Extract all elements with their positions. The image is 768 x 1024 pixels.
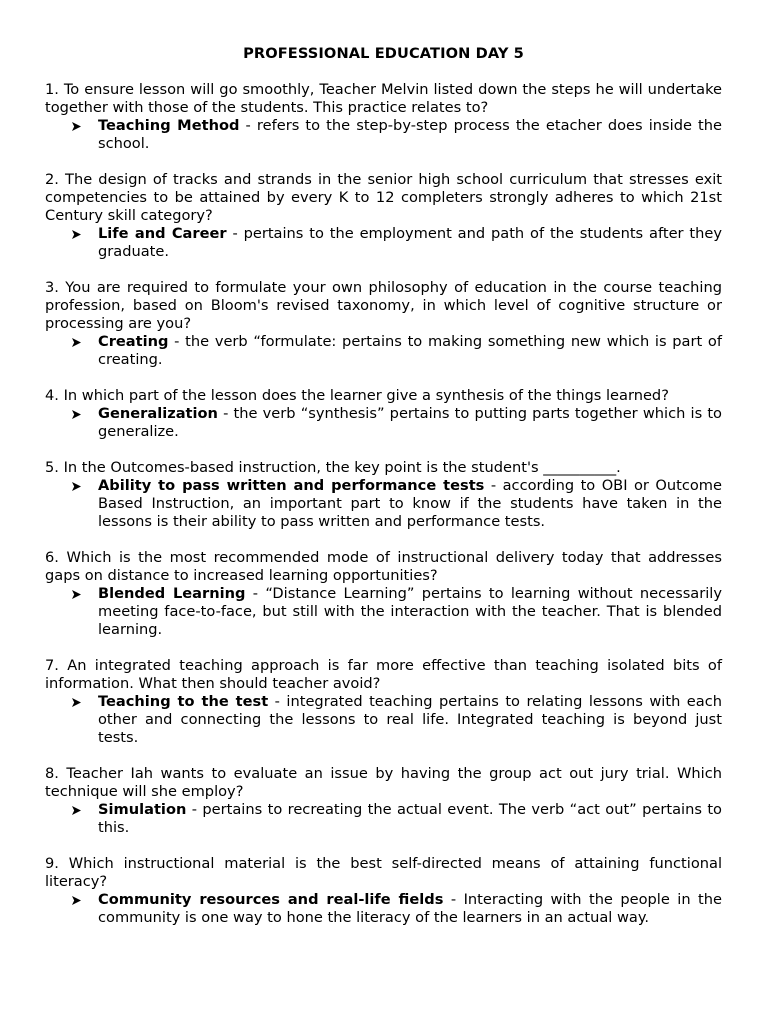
answer-term: Blended Learning (98, 585, 246, 602)
answer-explanation: - pertains to recreating the actual event. The verb “act out” pertains to this. (98, 801, 722, 836)
answer-explanation: - according to OBI or Outcome Based Instruction, an important part to know if the students have taken in the lessons is their ability to pass written and performance tests. (98, 477, 722, 530)
answer-term: Ability to pass written and performance tests (98, 477, 485, 494)
answer-text (45, 891, 722, 927)
answer-term: Teaching to the test (98, 693, 269, 710)
answer-term: Simulation (98, 801, 187, 818)
question-text: 6. Which is the most recommended mode of instructional delivery today that addresses gaps on distance to increased learning opportunities? (45, 549, 722, 584)
answer-explanation: - “Distance Learning” pertains to learning without necessarily meeting face-to-face, but still with the interaction with the teacher. That is blended learning. (98, 585, 722, 638)
question-text: 4. In which part of the lesson does the learner give a synthesis of the things learned? (45, 387, 669, 404)
answer-explanation: - the verb “formulate: pertains to making something new which is part of creating. (98, 333, 722, 368)
document-title: PROFESSIONAL EDUCATION DAY 5 (243, 45, 524, 62)
answer-text (45, 477, 722, 531)
answer-text (45, 801, 722, 837)
question-text: 1. To ensure lesson will go smoothly, Teacher Melvin listed down the steps he will undertake together with those of the students. This practice relates to? (45, 81, 722, 116)
question-item-9 (45, 855, 722, 927)
question-item-2 (45, 171, 722, 261)
arrowhead-bullet-icon (72, 225, 86, 243)
arrowhead-bullet-icon (72, 585, 86, 603)
answer-text (45, 225, 722, 261)
arrowhead-bullet-icon (72, 693, 86, 711)
answer-text (45, 585, 722, 639)
question-item-7 (45, 657, 722, 747)
answer-text (45, 405, 722, 441)
question-item-4 (45, 387, 722, 441)
answer-explanation: - the verb “synthesis” pertains to putting parts together which is to generalize. (98, 405, 722, 440)
answer-term: Life and Career (98, 225, 227, 242)
answer-text (45, 333, 722, 369)
question-item-5 (45, 459, 722, 531)
answer-explanation: - refers to the step-by-step process the etacher does inside the school. (98, 117, 723, 152)
answer-term: Teaching Method (98, 117, 240, 134)
answer-term: Creating (98, 333, 169, 350)
arrowhead-bullet-icon (72, 405, 86, 423)
answer-explanation: - pertains to the employment and path of the students after they graduate. (98, 225, 722, 260)
answer-explanation: - integrated teaching pertains to relating lessons with each other and connecting the lessons to real life. Integrated teaching is beyond just tests. (98, 693, 723, 746)
arrowhead-bullet-icon (72, 477, 86, 495)
arrowhead-bullet-icon (72, 891, 86, 909)
question-item-3 (45, 279, 722, 369)
question-item-8 (45, 765, 722, 837)
arrowhead-bullet-icon (72, 117, 86, 135)
question-text: 8. Teacher Iah wants to evaluate an issue by having the group act out jury trial. Which technique will she employ? (45, 765, 722, 800)
question-text: 2. The design of tracks and strands in the senior high school curriculum that stresses exit competencies to be attained by every K to 12 completers strongly adheres to which 21st Century skill category? (45, 171, 722, 224)
answer-text (45, 117, 722, 153)
answer-text (45, 693, 722, 747)
question-text: 7. An integrated teaching approach is far more effective than teaching isolated bits of information. What then should teacher avoid? (45, 657, 722, 692)
question-text: 5. In the Outcomes-based instruction, the key point is the student's __________. (45, 459, 621, 476)
arrowhead-bullet-icon (72, 333, 86, 351)
answer-term: Generalization (98, 405, 218, 422)
answer-explanation: - Interacting with the people in the community is one way to hone the literacy of the learners in an actual way. (98, 891, 722, 926)
question-text: 9. Which instructional material is the best self-directed means of attaining functional literacy? (45, 855, 722, 890)
arrowhead-bullet-icon (72, 801, 86, 819)
answer-term: Community resources and real-life fields (98, 891, 444, 908)
question-item-6 (45, 549, 722, 639)
question-text: 3. You are required to formulate your own philosophy of education in the course teaching profession, based on Bloom's revised taxonomy, in which level of cognitive structure or processing are you? (45, 279, 722, 332)
question-item-1 (45, 81, 722, 153)
